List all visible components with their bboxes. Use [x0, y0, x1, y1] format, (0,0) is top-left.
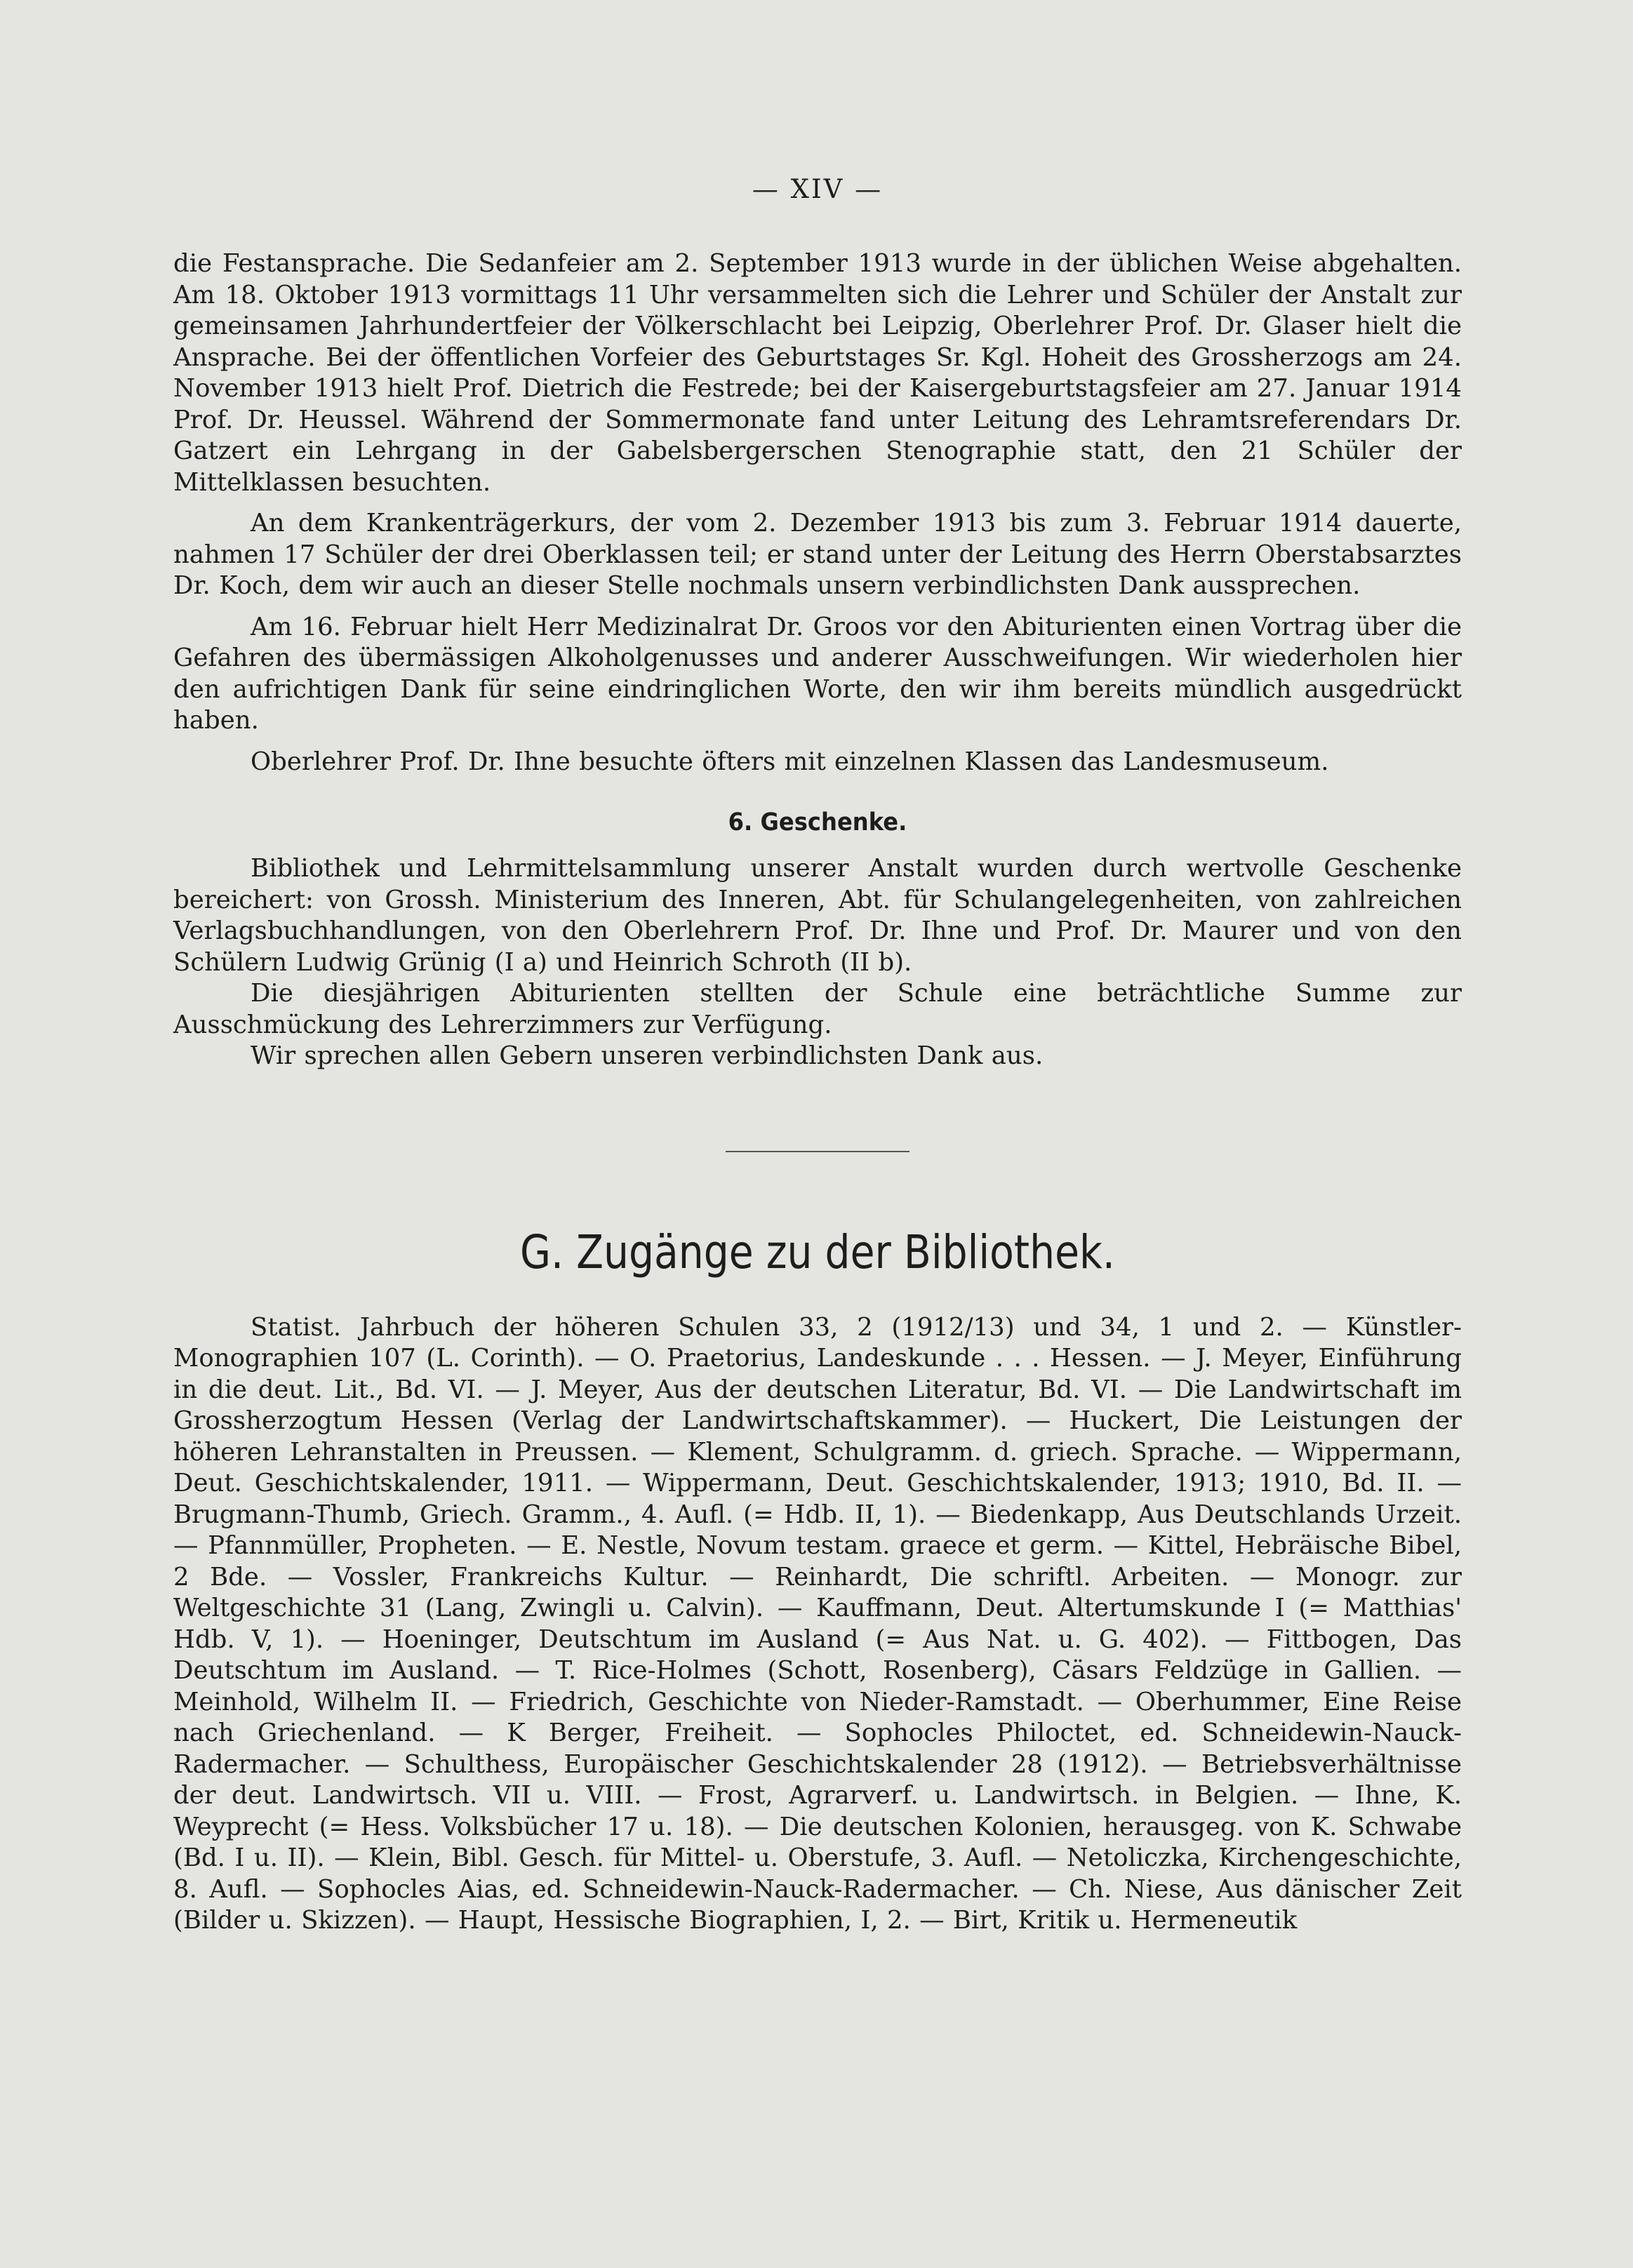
paragraph-gap — [173, 602, 1462, 612]
paragraph-gap — [173, 498, 1462, 508]
section-heading-geschenke: 6. Geschenke. — [728, 808, 907, 836]
section-divider-rule — [726, 1151, 909, 1152]
paragraph-geschenke-dank: Wir sprechen allen Gebern unseren verbindlichsten Dank aus. — [251, 1041, 1044, 1070]
paragraph-gap — [173, 737, 1462, 747]
paragraph-landesmuseum: Oberlehrer Prof. Dr. Ihne besuchte öfters mit einzelnen Klassen das Landesmuseum. — [251, 747, 1329, 776]
chapter-heading-bibliothek: G. Zugänge zu der Bibliothek. — [520, 1225, 1115, 1279]
paragraph-festansprache: die Festansprache. Die Sedanfeier am 2. September 1913 wurde in der üblichen Weise abgehalten. Am 18. Oktober 1913 vormittags 11 Uhr versammelten sich die Lehrer und Schüler der Anstalt zur gemeinsamen Jahrhundertfeier der Völkerschlacht bei Leipzig, Oberlehrer Prof. Dr. Glaser hielt die Ansprache. Bei der öffentlichen Vorfeier des Geburtstages Sr. Kgl. Hoheit des Grossherzogs am 24. November 1913 hielt Prof. Dietrich die Festrede; bei der Kaisergeburtstagsfeier am 27. Januar 1914 Prof. Dr. Heussel. Während der Sommermonate fand unter Leitung des Lehramtsreferendars Dr. Gatzert ein Lehrgang in der Gabelsbergerschen Stenographie statt, den 21 Schüler der Mittelklassen besuchten. — [173, 249, 1462, 497]
page-content — [173, 168, 1462, 1937]
page-number: — XIV — — [752, 174, 884, 204]
paragraph-geschenke-abiturienten: Die diesjährigen Abiturienten stellten der Schule eine beträchtliche Summe zur Ausschmückung des Lehrerzimmers zur Verfügung. — [173, 979, 1462, 1039]
paragraph-bibliothek-zugaenge: Statist. Jahrbuch der höheren Schulen 33, 2 (1912/13) und 34, 1 und 2. — Künstler-Monographien 107 (L. Corinth). — O. Praetorius, Landeskunde . . . Hessen. — J. Meyer, Einführung in die deut. Lit., Bd. VI. — J. Meyer, Aus der deutschen Literatur, Bd. VI. — Die Landwirtschaft im Grossherzogtum Hessen (Verlag der Landwirtschaftskammer). — Huckert, Die Leistungen der höheren Lehranstalten in Preussen. — Klement, Schulgramm. d. griech. Sprache. — Wippermann, Deut. Geschichtskalender, 1911. — Wippermann, Deut. Geschichtskalender, 1913; 1910, Bd. II. — Brugmann-Thumb, Griech. Gramm., 4. Aufl. (= Hdb. II, 1). — Biedenkapp, Aus Deutschlands Urzeit. — Pfannmüller, Propheten. — E. Nestle, Novum testam. graece et germ. — Kittel, Hebräische Bibel, 2 Bde. — Vossler, Frankreichs Kultur. — Reinhardt, Die schriftl. Arbeiten. — Monogr. zur Weltgeschichte 31 (Lang, Zwingli u. Calvin). — Kauffmann, Deut. Altertumskunde I (= Matthias' Hdb. V, 1). — Hoeninger, Deutschtum im Ausland (= Aus Nat. u. G. 402). — Fittbogen, Das Deutschtum im Ausland. — T. Rice-Holmes (Schott, Rosenberg), Cäsars Feldzüge in Gallien. — Meinhold, Wilhelm II. — Friedrich, Geschichte von Nieder-Ramstadt. — Oberhummer, Eine Reise nach Griechenland. — K Berger, Freiheit. — Sophocles Philoctet, ed. Schneidewin-Nauck-Radermacher. — Schulthess, Europäischer Geschichtskalender 28 (1912). — Betriebsverhältnisse der deut. Landwirtsch. VII u. VIII. — Frost, Agrarverf. u. Landwirtsch. in Belgien. — Ihne, K. Weyprecht (= Hess. Volksbücher 17 u. 18). — Die deutschen Kolonien, herausgeg. von K. Schwabe (Bd. I u. II). — Klein, Bibl. Gesch. für Mittel- u. Oberstufe, 3. Aufl. — Netoliczka, Kirchengeschichte, 8. Aufl. — Sophocles Aias, ed. Schneidewin-Nauck-Radermacher. — Ch. Niese, Aus dänischer Zeit (Bilder u. Skizzen). — Haupt, Hessische Biographien, I, 2. — Birt, Kritik u. Hermeneutik — [173, 1312, 1462, 1935]
paragraph-vortrag: Am 16. Februar hielt Herr Medizinalrat Dr. Groos vor den Abiturienten einen Vortrag über die Gefahren des übermässigen Alkoholgenusses und anderer Ausschweifungen. Wir wiederholen hier den aufrichtigen Dank für seine eindringlichen Worte, den wir ihm bereits mündlich ausgedrückt haben. — [173, 612, 1462, 735]
paragraph-geschenke-bibliothek: Bibliothek und Lehrmittelsammlung unserer Anstalt wurden durch wertvolle Geschenke bereichert: von Grossh. Ministerium des Inneren, Abt. für Schulangelegenheiten, von zahlreichen Verlagsbuchhandlungen, von den Oberlehrern Prof. Dr. Ihne und Prof. Dr. Maurer und von den Schülern Ludwig Grünig (I a) und Heinrich Schroth (II b). — [173, 854, 1462, 977]
paragraph-krankentraegerkurs: An dem Krankenträgerkurs, der vom 2. Dezember 1913 bis zum 3. Februar 1914 dauerte, nahmen 17 Schüler der drei Oberklassen teil; er stand unter der Leitung des Herrn Oberstabsarztes Dr. Koch, dem wir auch an dieser Stelle nochmals unsern verbindlichsten Dank aussprechen. — [173, 509, 1462, 600]
